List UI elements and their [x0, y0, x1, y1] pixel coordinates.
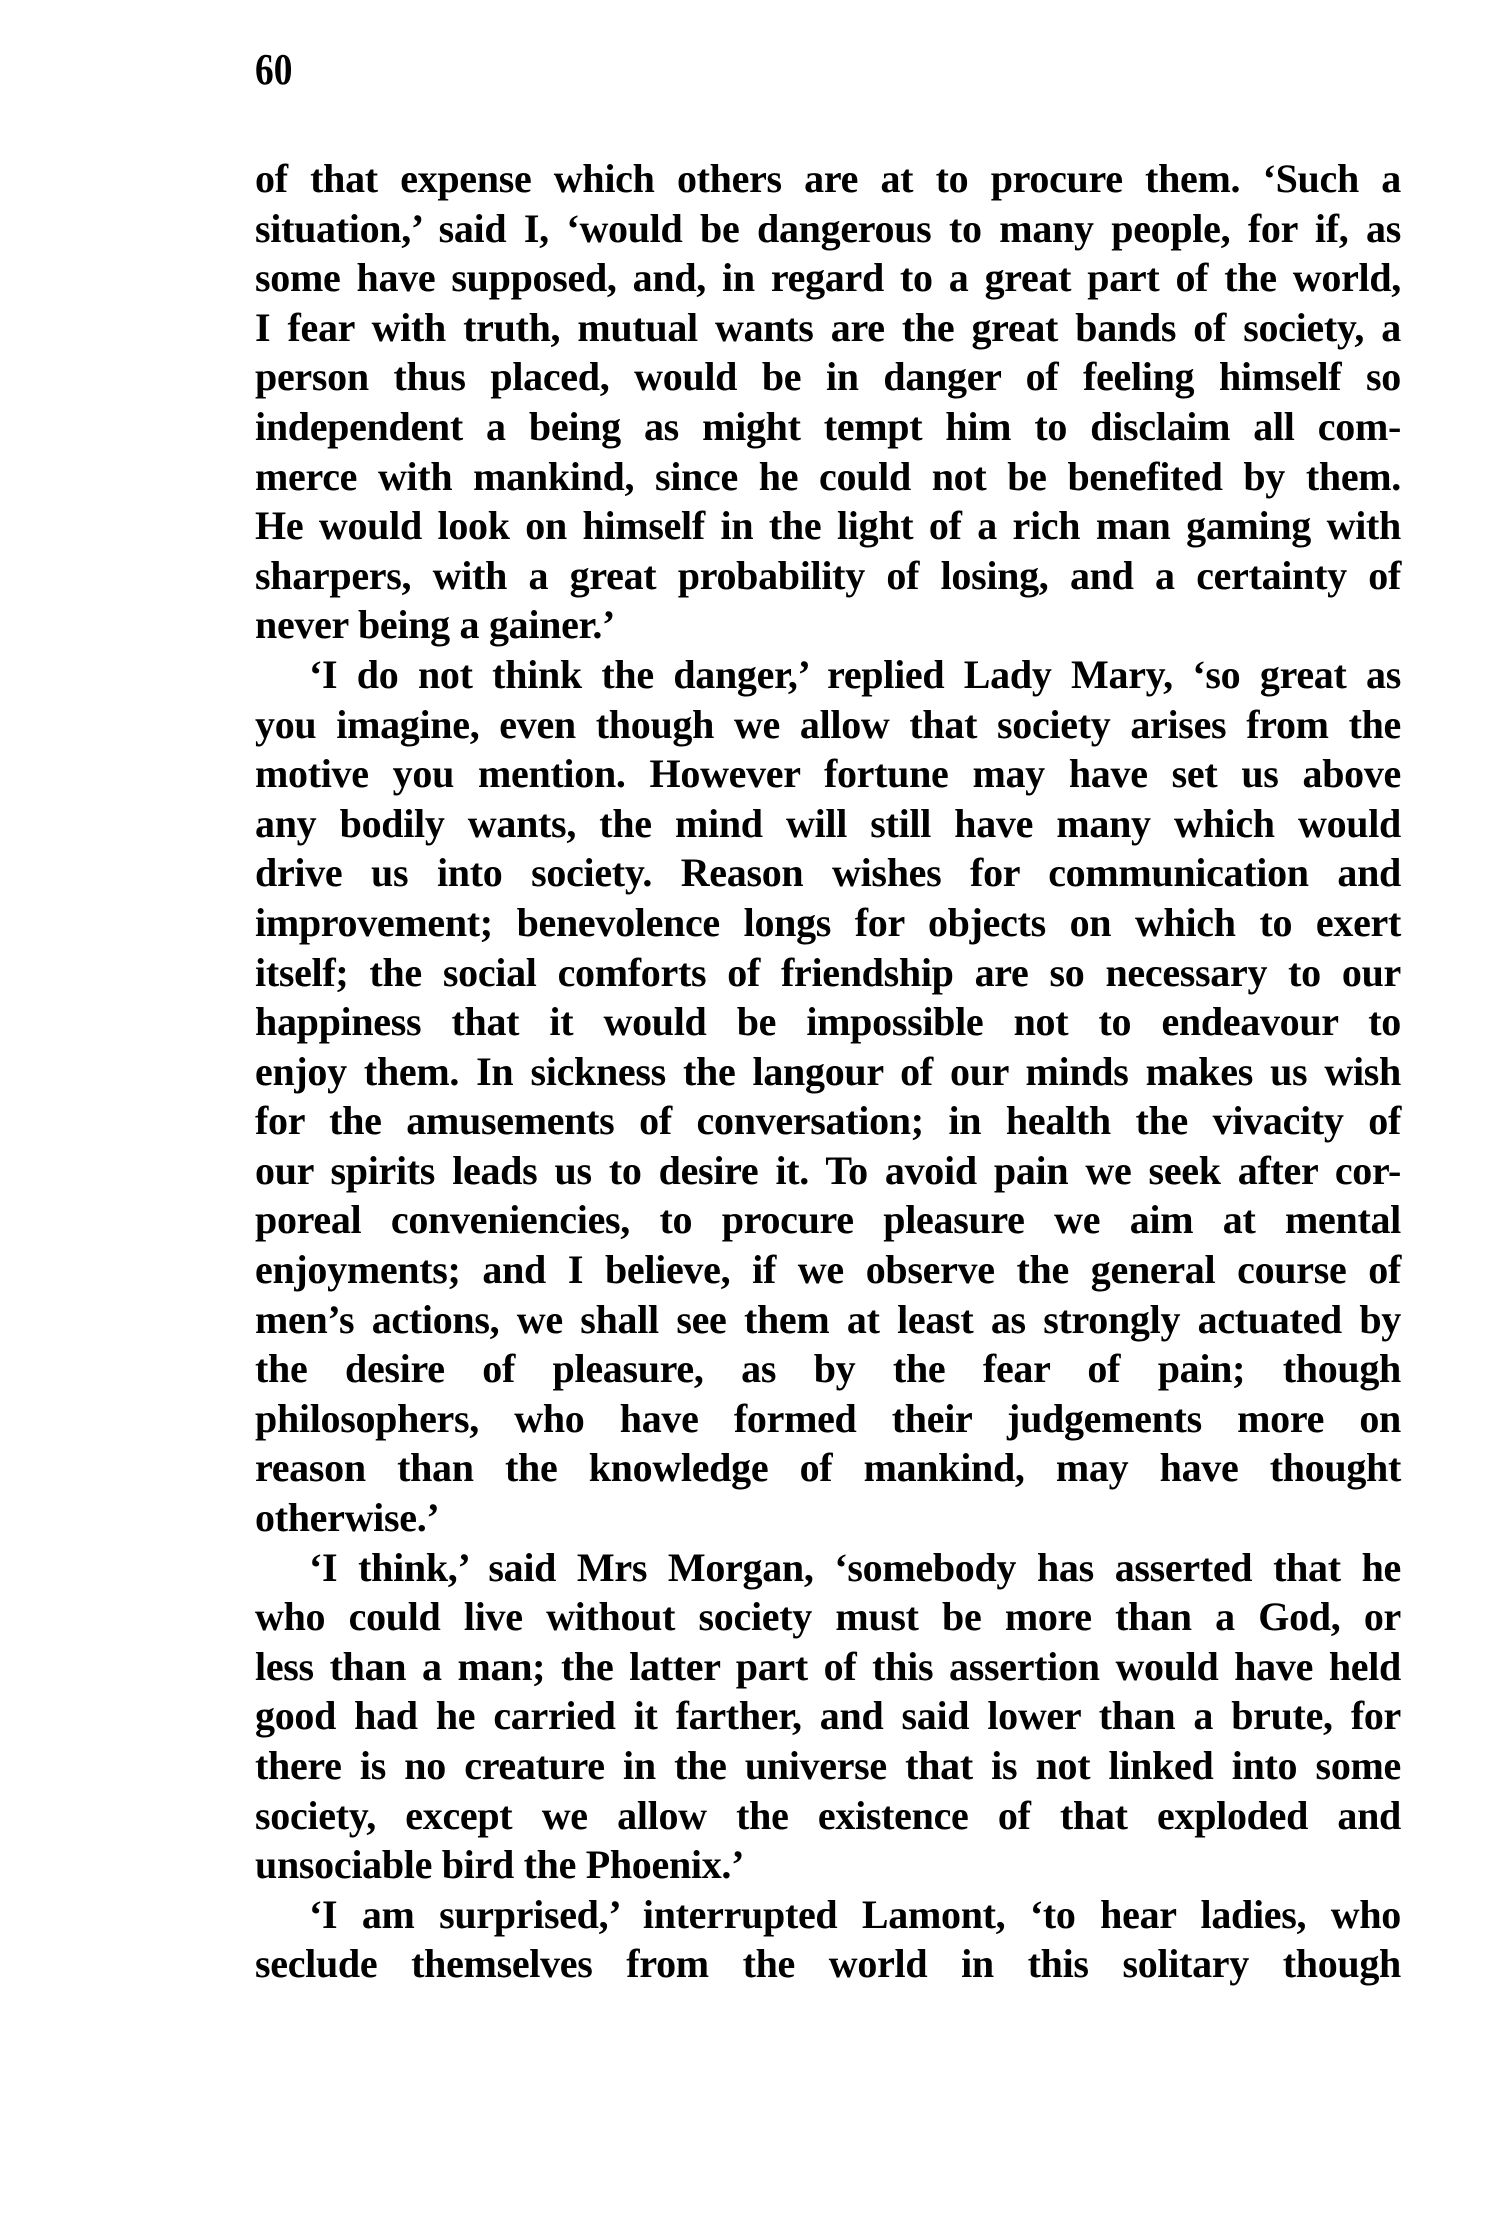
text-line: men’s actions, we shall see them at least as strongly actuated by: [255, 1296, 1401, 1342]
text-line: person thus placed, would be in danger of feeling himself so: [255, 354, 1401, 400]
text-line: our spirits leads us to desire it. To avoid pain we seek after cor-: [255, 1147, 1401, 1193]
text-line: situation,’ said I, ‘would be dangerous to many people, for if, as: [255, 205, 1401, 251]
text-line: ‘I think,’ said Mrs Morgan, ‘somebody has asserted that he: [309, 1544, 1401, 1590]
text-line: the desire of pleasure, as by the fear of pain; though: [255, 1346, 1401, 1392]
text-line: independent a being as might tempt him to disclaim all com-: [255, 403, 1401, 449]
text-line: otherwise.’: [255, 1495, 440, 1541]
page-number: 60: [255, 45, 293, 94]
text-line: itself; the social comforts of friendship are so necessary to our: [255, 949, 1401, 995]
text-line: He would look on himself in the light of a rich man gaming with: [255, 503, 1401, 549]
text-line: you imagine, even though we allow that society arises from the: [255, 701, 1401, 747]
text-line: reason than the knowledge of mankind, may have thought: [255, 1445, 1401, 1491]
text-line: any bodily wants, the mind will still have many which would: [255, 800, 1401, 846]
paragraph: [255, 1890, 1401, 1989]
text-line: sharpers, with a great probability of losing, and a certainty of: [255, 552, 1401, 598]
paragraph: [255, 154, 1401, 650]
text-line: seclude themselves from the world in this solitary though: [255, 1941, 1401, 1987]
text-line: less than a man; the latter part of this assertion would have held: [255, 1643, 1401, 1689]
body-text: [255, 154, 1401, 1989]
text-line: for the amusements of conversation; in health the vivacity of: [255, 1098, 1401, 1144]
text-line: who could live without society must be more than a God, or: [255, 1594, 1401, 1640]
text-line: never being a gainer.’: [255, 602, 616, 648]
text-line: ‘I do not think the danger,’ replied Lady Mary, ‘so great as: [309, 651, 1401, 697]
text-line: merce with mankind, since he could not be benefited by them.: [255, 453, 1401, 499]
paragraph: [255, 650, 1401, 1543]
text-line: some have supposed, and, in regard to a great part of the world,: [255, 255, 1401, 301]
text-line: there is no creature in the universe that is not linked into some: [255, 1743, 1401, 1788]
text-line: of that expense which others are at to procure them. ‘Such a: [255, 156, 1401, 201]
text-line: ‘I am surprised,’ interrupted Lamont, ‘to hear ladies, who: [309, 1891, 1401, 1937]
text-line: enjoyments; and I believe, if we observe the general course of: [255, 1247, 1401, 1293]
text-line: society, except we allow the existence of that exploded and: [255, 1792, 1401, 1838]
text-line: unsociable bird the Phoenix.’: [255, 1842, 745, 1888]
paragraph: [255, 1543, 1401, 1890]
text-line: improvement; benevolence longs for objects on which to exert: [255, 899, 1401, 945]
text-line: enjoy them. In sickness the langour of our minds makes us wish: [255, 1048, 1401, 1094]
text-line: motive you mention. However fortune may have set us above: [255, 751, 1401, 797]
text-line: happiness that it would be impossible not to endeavour to: [255, 999, 1401, 1045]
text-line: poreal conveniencies, to procure pleasure we aim at mental: [255, 1197, 1401, 1243]
text-line: I fear with truth, mutual wants are the great bands of society, a: [255, 304, 1401, 350]
text-line: drive us into society. Reason wishes for communication and: [255, 850, 1401, 896]
text-line: good had he carried it farther, and said lower than a brute, for: [255, 1693, 1401, 1739]
text-line: philosophers, who have formed their judgements more on: [255, 1395, 1401, 1441]
